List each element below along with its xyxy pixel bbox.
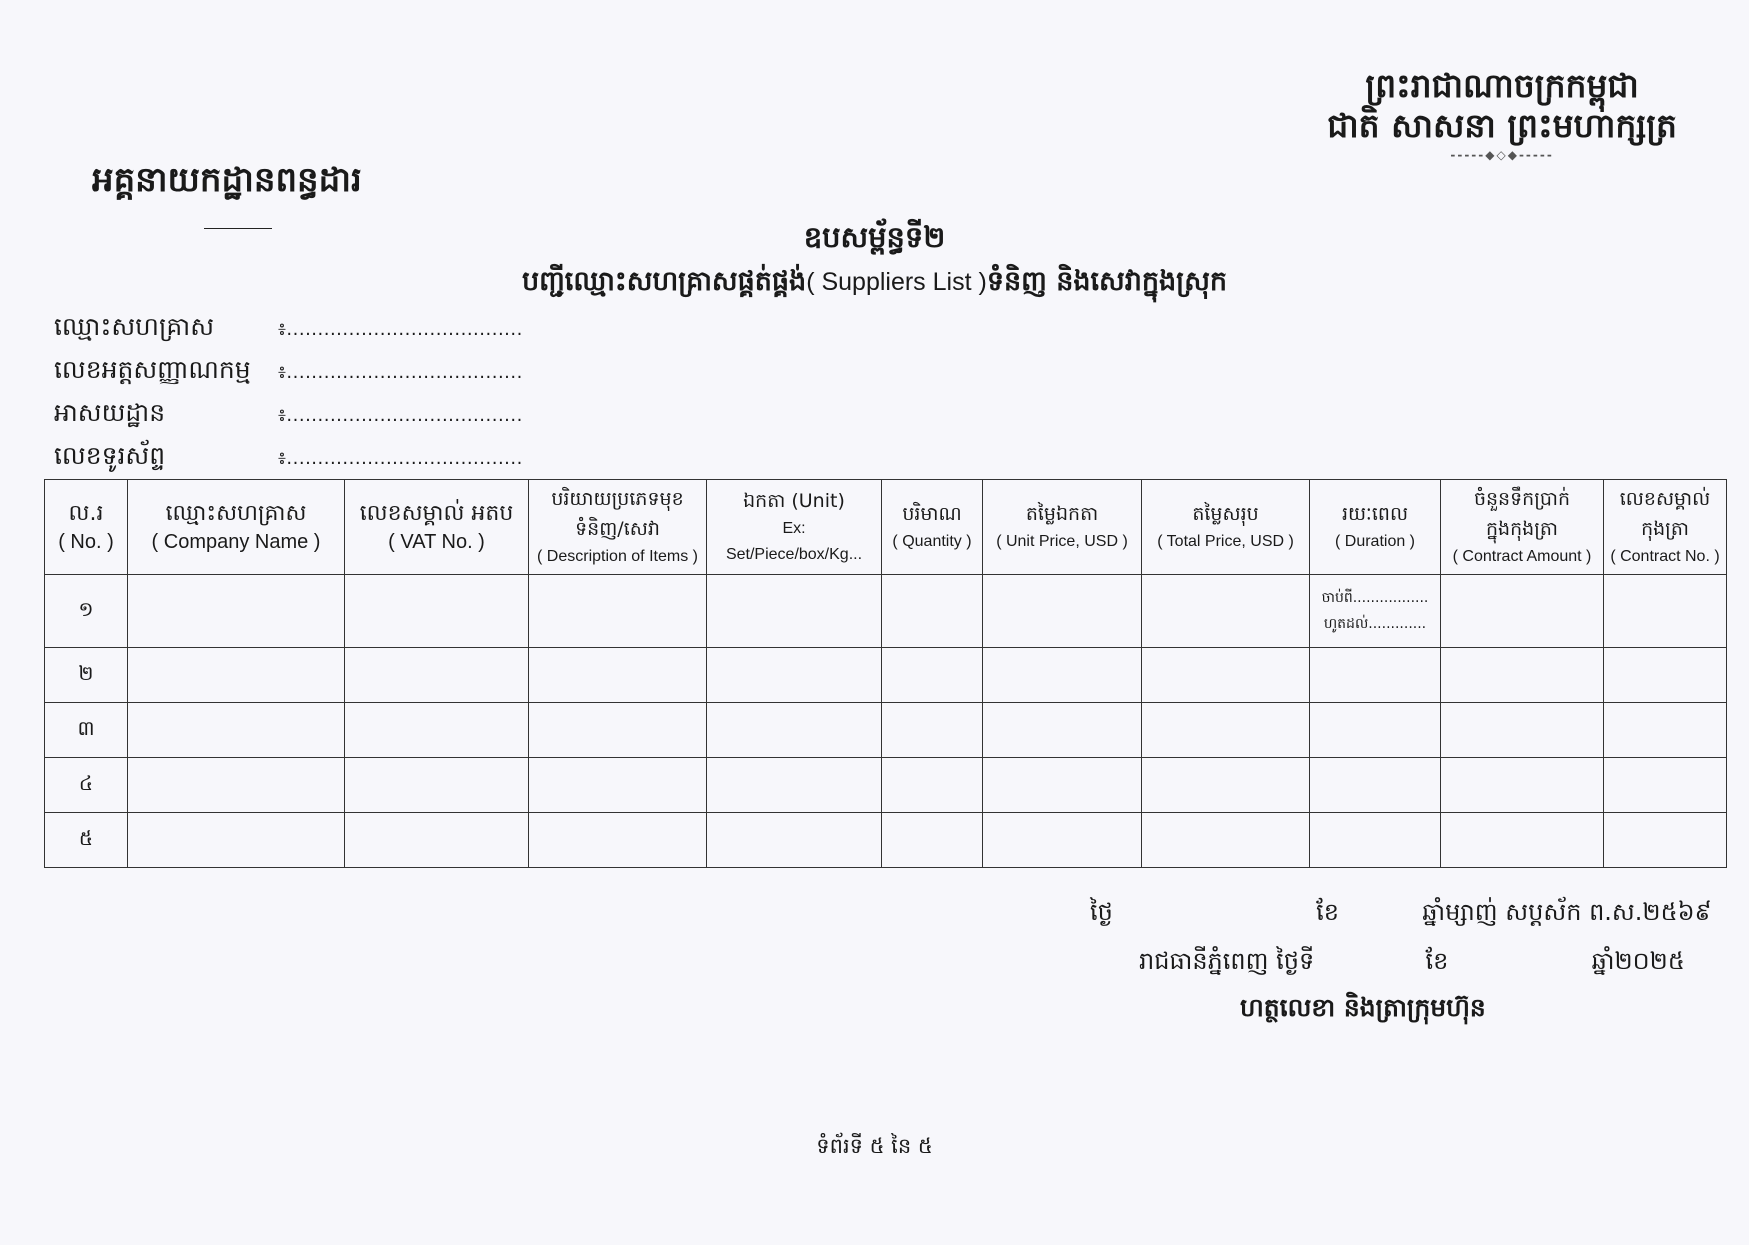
cell-unit-price[interactable] bbox=[983, 758, 1142, 813]
table-row bbox=[45, 703, 1727, 758]
cell-duration[interactable] bbox=[1310, 758, 1441, 813]
field-label: អាសយដ្ឋាន bbox=[54, 398, 166, 427]
cell-unit-price[interactable] bbox=[983, 703, 1142, 758]
suppliers-table bbox=[44, 479, 1727, 868]
table-header-row bbox=[45, 480, 1727, 575]
cell-contract-amount[interactable] bbox=[1441, 758, 1604, 813]
duration-to: ហូតដល់............. bbox=[1323, 616, 1427, 632]
cell-duration[interactable] bbox=[1310, 813, 1441, 868]
cell-unit[interactable] bbox=[707, 758, 882, 813]
cell-unit-price[interactable] bbox=[983, 575, 1142, 648]
cell-duration[interactable] bbox=[1310, 703, 1441, 758]
field-blank: ៖...................................... bbox=[278, 448, 523, 469]
row-number: ១ bbox=[45, 575, 128, 648]
page-number: ទំព័រទី ៥ នៃ ៥ bbox=[816, 1134, 933, 1158]
cell-total-price[interactable] bbox=[1142, 648, 1310, 703]
cell-description[interactable] bbox=[529, 758, 707, 813]
cell-company-name[interactable] bbox=[128, 813, 345, 868]
table-row bbox=[45, 648, 1727, 703]
cell-vat-no[interactable] bbox=[345, 648, 529, 703]
field-company-name bbox=[54, 312, 523, 355]
ministry-name: អគ្គនាយកដ្ឋានពន្ធដារ bbox=[92, 160, 362, 200]
col-header-company-name: ឈ្មោះសហគ្រាស ( Company Name ) bbox=[128, 480, 345, 575]
year-label: ឆ្នាំ២០២៥ bbox=[1591, 947, 1685, 975]
col-header-duration: រយៈពេល ( Duration ) bbox=[1310, 480, 1441, 575]
cell-quantity[interactable] bbox=[882, 758, 983, 813]
col-header-unit: ឯកតា (Unit) Ex: Set/Piece/box/Kg... bbox=[707, 480, 882, 575]
table-row bbox=[45, 758, 1727, 813]
cell-unit[interactable] bbox=[707, 703, 882, 758]
field-label: ឈ្មោះសហគ្រាស bbox=[54, 312, 215, 341]
col-header-unit-price: តម្លៃឯកតា ( Unit Price, USD ) bbox=[983, 480, 1142, 575]
cell-vat-no[interactable] bbox=[345, 703, 529, 758]
cell-contract-amount[interactable] bbox=[1441, 575, 1604, 648]
field-label: លេខទូរស័ព្ទ bbox=[54, 441, 166, 470]
cell-contract-no[interactable] bbox=[1604, 813, 1727, 868]
duration-from: ចាប់ពី................. bbox=[1321, 590, 1429, 606]
col-header-description: បរិយាយប្រភេទមុខ ទំនិញ/សេវា ( Description of Items ) bbox=[529, 480, 707, 575]
row-number: ៤ bbox=[45, 758, 128, 813]
col-header-contract-no: លេខសម្គាល់ កុងត្រា ( Contract No. ) bbox=[1604, 480, 1727, 575]
col-header-no: ល.រ ( No. ) bbox=[45, 480, 128, 575]
company-info-fields bbox=[54, 312, 523, 484]
date-line-lunar bbox=[1090, 897, 1712, 932]
national-motto: ជាតិ សាសនា ព្រះមហាក្សត្រ bbox=[1327, 106, 1677, 145]
ornament-divider: -----◆◇◆----- bbox=[1450, 148, 1554, 162]
cell-vat-no[interactable] bbox=[345, 758, 529, 813]
field-address bbox=[54, 398, 523, 441]
field-blank: ៖...................................... bbox=[278, 319, 523, 340]
cell-company-name[interactable] bbox=[128, 758, 345, 813]
cell-contract-amount[interactable] bbox=[1441, 813, 1604, 868]
cell-vat-no[interactable] bbox=[345, 813, 529, 868]
cell-total-price[interactable] bbox=[1142, 703, 1310, 758]
cell-company-name[interactable] bbox=[128, 575, 345, 648]
cell-description[interactable] bbox=[529, 648, 707, 703]
cell-unit[interactable] bbox=[707, 575, 882, 648]
field-tax-id bbox=[54, 355, 523, 398]
cell-contract-amount[interactable] bbox=[1441, 648, 1604, 703]
cell-duration[interactable] bbox=[1310, 648, 1441, 703]
kingdom-title: ព្រះរាជាណាចក្រកម្ពុជា bbox=[1365, 66, 1639, 105]
table-row bbox=[45, 813, 1727, 868]
cell-quantity[interactable] bbox=[882, 648, 983, 703]
cell-quantity[interactable] bbox=[882, 703, 983, 758]
row-number: ២ bbox=[45, 648, 128, 703]
col-header-contract-amount: ចំនួនទឹកប្រាក់ ក្នុងកុងត្រា ( Contract Amount ) bbox=[1441, 480, 1604, 575]
cell-company-name[interactable] bbox=[128, 703, 345, 758]
field-phone bbox=[54, 441, 523, 484]
month-label: ខែ bbox=[1425, 947, 1449, 975]
cell-contract-no[interactable] bbox=[1604, 703, 1727, 758]
year-label: ឆ្នាំម្សាញ់ សប្តស័ក ព.ស.២៥៦៩ bbox=[1422, 898, 1712, 926]
kingdom-header bbox=[1327, 66, 1677, 164]
annex-title: ឧបសម្ព័ន្ធទី២ bbox=[803, 220, 946, 254]
cell-quantity[interactable] bbox=[882, 813, 983, 868]
cell-total-price[interactable] bbox=[1142, 813, 1310, 868]
cell-quantity[interactable] bbox=[882, 575, 983, 648]
col-header-total-price: តម្លៃសរុប ( Total Price, USD ) bbox=[1142, 480, 1310, 575]
cell-unit[interactable] bbox=[707, 813, 882, 868]
cell-unit-price[interactable] bbox=[983, 648, 1142, 703]
table-row bbox=[45, 575, 1727, 648]
cell-unit[interactable] bbox=[707, 648, 882, 703]
cell-description[interactable] bbox=[529, 813, 707, 868]
row-number: ៣ bbox=[45, 703, 128, 758]
day-label: ថ្ងៃ bbox=[1090, 898, 1113, 926]
cell-contract-no[interactable] bbox=[1604, 758, 1727, 813]
cell-company-name[interactable] bbox=[128, 648, 345, 703]
list-title-suffix: ទំនិញ និងសេវាក្នុងស្រុក bbox=[986, 266, 1228, 297]
cell-contract-no[interactable] bbox=[1604, 648, 1727, 703]
row-number: ៥ bbox=[45, 813, 128, 868]
cell-unit-price[interactable] bbox=[983, 813, 1142, 868]
cell-total-price[interactable] bbox=[1142, 575, 1310, 648]
cell-description[interactable] bbox=[529, 575, 707, 648]
cell-description[interactable] bbox=[529, 703, 707, 758]
date-line-gregorian bbox=[1139, 946, 1685, 981]
cell-duration[interactable] bbox=[1310, 575, 1441, 648]
cell-vat-no[interactable] bbox=[345, 575, 529, 648]
place-day-label: រាជធានីភ្នំពេញ ថ្ងៃទី bbox=[1139, 947, 1315, 975]
month-label: ខែ bbox=[1316, 898, 1339, 926]
cell-contract-no[interactable] bbox=[1604, 575, 1727, 648]
list-title-prefix: បញ្ជីឈ្មោះសហគ្រាសផ្គត់ផ្គង់ bbox=[521, 266, 807, 297]
cell-total-price[interactable] bbox=[1142, 758, 1310, 813]
col-header-vat-no: លេខសម្គាល់ អតប ( VAT No. ) bbox=[345, 480, 529, 575]
field-blank: ៖...................................... bbox=[278, 362, 523, 383]
field-label: លេខអត្តសញ្ញាណកម្ម bbox=[54, 355, 251, 384]
col-header-quantity: បរិមាណ ( Quantity ) bbox=[882, 480, 983, 575]
field-blank: ៖...................................... bbox=[278, 405, 523, 426]
list-title-english: ( Suppliers List ) bbox=[806, 268, 987, 296]
cell-contract-amount[interactable] bbox=[1441, 703, 1604, 758]
signature-label: ហត្ថលេខា និងត្រាក្រុមហ៊ុន bbox=[1240, 993, 1486, 1022]
list-title bbox=[0, 265, 1749, 304]
